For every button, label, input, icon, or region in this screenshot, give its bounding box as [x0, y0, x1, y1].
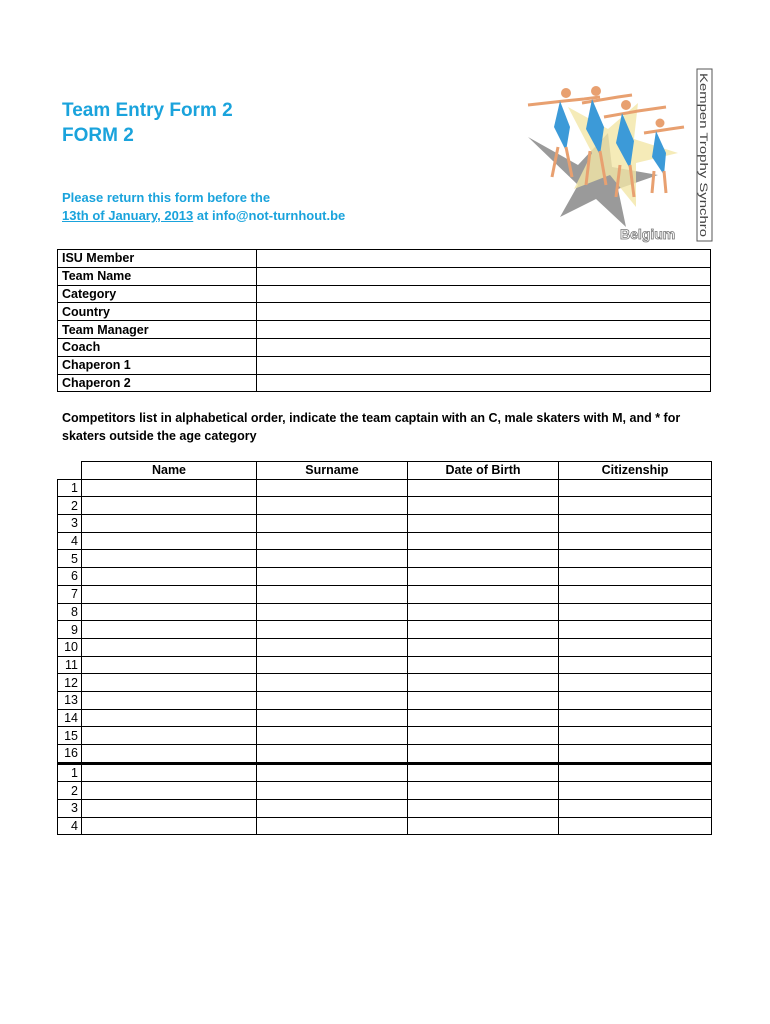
competitor-cell[interactable]: [257, 585, 408, 603]
competitor-cell[interactable]: [408, 691, 559, 709]
column-header: Date of Birth: [408, 462, 559, 480]
competitor-cell[interactable]: [559, 656, 712, 674]
competitor-cell[interactable]: [408, 479, 559, 497]
competitor-cell[interactable]: [82, 585, 257, 603]
competitor-cell[interactable]: [559, 532, 712, 550]
competitors-table: [57, 461, 712, 835]
competitor-row: [58, 656, 712, 674]
competitor-cell[interactable]: [559, 674, 712, 692]
competitor-row: [58, 782, 712, 800]
form-title-line1: Team Entry Form 2: [62, 100, 233, 121]
competitor-row: [58, 638, 712, 656]
row-number: 4: [58, 532, 82, 550]
competitor-cell[interactable]: [559, 800, 712, 818]
row-number: 4: [58, 817, 82, 835]
competitor-cell[interactable]: [559, 817, 712, 835]
team-info-table: [57, 249, 711, 392]
info-label: ISU Member: [58, 250, 257, 268]
competitor-cell[interactable]: [82, 727, 257, 745]
row-number: 7: [58, 585, 82, 603]
competitor-cell[interactable]: [257, 782, 408, 800]
competitor-cell[interactable]: [559, 727, 712, 745]
competitor-cell[interactable]: [82, 497, 257, 515]
competitor-cell[interactable]: [408, 515, 559, 533]
row-number: 3: [58, 800, 82, 818]
competitor-cell[interactable]: [82, 745, 257, 764]
info-value-field[interactable]: [257, 285, 711, 303]
notice-email: at info@not-turnhout.be: [193, 208, 346, 223]
competitor-cell[interactable]: [408, 638, 559, 656]
return-notice: [62, 189, 345, 225]
competitor-cell[interactable]: [408, 763, 559, 782]
competitor-cell[interactable]: [257, 532, 408, 550]
competitor-row: [58, 691, 712, 709]
notice-line1: Please return this form before the: [62, 190, 271, 205]
row-number: 6: [58, 568, 82, 586]
competitor-cell[interactable]: [559, 550, 712, 568]
competitor-cell[interactable]: [559, 745, 712, 764]
info-label: Coach: [58, 338, 257, 356]
competitor-cell[interactable]: [408, 568, 559, 586]
row-number: 10: [58, 638, 82, 656]
info-row: [58, 267, 711, 285]
info-value-field[interactable]: [257, 356, 711, 374]
competitor-cell[interactable]: [257, 763, 408, 782]
competitor-cell[interactable]: [257, 727, 408, 745]
competitor-cell[interactable]: [82, 621, 257, 639]
info-row: [58, 250, 711, 268]
column-header: Name: [82, 462, 257, 480]
competitor-cell[interactable]: [408, 674, 559, 692]
competitor-cell[interactable]: [257, 497, 408, 515]
competitor-cell[interactable]: [559, 691, 712, 709]
competitor-cell[interactable]: [408, 497, 559, 515]
competitor-cell[interactable]: [559, 709, 712, 727]
column-header: Surname: [257, 462, 408, 480]
competitor-cell[interactable]: [257, 515, 408, 533]
competitor-cell[interactable]: [82, 532, 257, 550]
row-number: 5: [58, 550, 82, 568]
competitor-row: [58, 709, 712, 727]
competitor-cell[interactable]: [82, 763, 257, 782]
competitor-cell[interactable]: [408, 727, 559, 745]
info-row: [58, 338, 711, 356]
competitor-cell[interactable]: [257, 674, 408, 692]
row-number-header: [58, 462, 82, 480]
competitor-cell[interactable]: [257, 817, 408, 835]
competitor-cell[interactable]: [257, 745, 408, 764]
info-value-field[interactable]: [257, 374, 711, 392]
info-value-field[interactable]: [257, 338, 711, 356]
competitor-cell[interactable]: [82, 515, 257, 533]
competitor-cell[interactable]: [559, 568, 712, 586]
competitor-cell[interactable]: [559, 638, 712, 656]
competitors-table-wrapper: [57, 461, 711, 835]
competitor-cell[interactable]: [408, 817, 559, 835]
info-row: [58, 285, 711, 303]
row-number: 8: [58, 603, 82, 621]
kempen-trophy-logo: [508, 67, 714, 247]
info-label: Category: [58, 285, 257, 303]
info-row: [58, 374, 711, 392]
competitor-cell[interactable]: [82, 709, 257, 727]
info-value-field[interactable]: [257, 267, 711, 285]
row-number: 15: [58, 727, 82, 745]
competitor-row: [58, 817, 712, 835]
competitor-cell[interactable]: [257, 638, 408, 656]
competitor-cell[interactable]: [408, 800, 559, 818]
competitor-cell[interactable]: [82, 638, 257, 656]
competitor-row: [58, 674, 712, 692]
competitor-cell[interactable]: [82, 674, 257, 692]
competitor-cell[interactable]: [559, 515, 712, 533]
competitor-cell[interactable]: [257, 691, 408, 709]
competitor-row: [58, 727, 712, 745]
competitor-cell[interactable]: [82, 656, 257, 674]
competitor-row: [58, 497, 712, 515]
competitor-cell[interactable]: [257, 709, 408, 727]
info-label: Team Manager: [58, 321, 257, 339]
competitor-row: [58, 479, 712, 497]
info-row: [58, 321, 711, 339]
competitor-cell[interactable]: [82, 568, 257, 586]
competitor-cell[interactable]: [559, 621, 712, 639]
info-label: Chaperon 1: [58, 356, 257, 374]
info-row: [58, 303, 711, 321]
info-row: [58, 356, 711, 374]
competitor-cell[interactable]: [257, 603, 408, 621]
competitor-cell[interactable]: [408, 745, 559, 764]
row-number: 3: [58, 515, 82, 533]
row-number: 2: [58, 782, 82, 800]
row-number: 2: [58, 497, 82, 515]
logo-country-text: Belgium: [620, 226, 676, 242]
competitor-cell[interactable]: [257, 568, 408, 586]
competitor-cell[interactable]: [82, 550, 257, 568]
info-label: Team Name: [58, 267, 257, 285]
competitor-cell[interactable]: [257, 621, 408, 639]
row-number: 11: [58, 656, 82, 674]
form-title: [62, 98, 233, 148]
competitor-cell[interactable]: [559, 479, 712, 497]
competitor-cell[interactable]: [559, 603, 712, 621]
competitor-cell[interactable]: [82, 800, 257, 818]
row-number: 14: [58, 709, 82, 727]
notice-line2: [62, 207, 345, 225]
competitor-cell[interactable]: [559, 497, 712, 515]
row-number: 9: [58, 621, 82, 639]
competitor-row: [58, 763, 712, 782]
competitor-cell[interactable]: [408, 550, 559, 568]
competitor-cell[interactable]: [257, 656, 408, 674]
competitor-cell[interactable]: [408, 709, 559, 727]
row-number: 13: [58, 691, 82, 709]
competitor-cell[interactable]: [408, 532, 559, 550]
competitor-row: [58, 585, 712, 603]
competitor-cell[interactable]: [82, 782, 257, 800]
form-title-line2: FORM 2: [62, 125, 134, 146]
row-number: 16: [58, 745, 82, 764]
competitor-cell[interactable]: [408, 656, 559, 674]
competitor-cell[interactable]: [408, 621, 559, 639]
competitors-note: Competitors list in alphabetical order, indicate the team captain with an C, male skaters with M, and * for skaters outside the age category: [62, 411, 681, 443]
competitor-row: [58, 532, 712, 550]
competitor-cell[interactable]: [82, 691, 257, 709]
competitor-row: [58, 603, 712, 621]
info-value-field[interactable]: [257, 321, 711, 339]
row-number: 1: [58, 479, 82, 497]
notice-date: 13th of January, 2013: [62, 208, 194, 223]
competitor-row: [58, 621, 712, 639]
competitor-cell[interactable]: [408, 782, 559, 800]
competitor-cell[interactable]: [82, 817, 257, 835]
competitor-cell[interactable]: [408, 585, 559, 603]
info-label: Chaperon 2: [58, 374, 257, 392]
competitor-cell[interactable]: [559, 782, 712, 800]
competitor-cell[interactable]: [257, 479, 408, 497]
competitor-cell[interactable]: [408, 603, 559, 621]
info-value-field[interactable]: [257, 250, 711, 268]
competitor-cell[interactable]: [257, 550, 408, 568]
competitor-row: [58, 745, 712, 764]
competitor-cell[interactable]: [559, 585, 712, 603]
info-label: Country: [58, 303, 257, 321]
info-value-field[interactable]: [257, 303, 711, 321]
logo-vertical-text: Kempen Trophy Synchro: [697, 73, 709, 195]
competitor-cell[interactable]: [82, 603, 257, 621]
competitor-cell[interactable]: [82, 479, 257, 497]
row-number: 12: [58, 674, 82, 692]
competitor-row: [58, 550, 712, 568]
competitor-row: [58, 568, 712, 586]
competitor-row: [58, 800, 712, 818]
competitor-cell[interactable]: [559, 763, 712, 782]
column-header: Citizenship: [559, 462, 712, 480]
row-number: 1: [58, 763, 82, 782]
competitor-row: [58, 515, 712, 533]
competitor-cell[interactable]: [257, 800, 408, 818]
